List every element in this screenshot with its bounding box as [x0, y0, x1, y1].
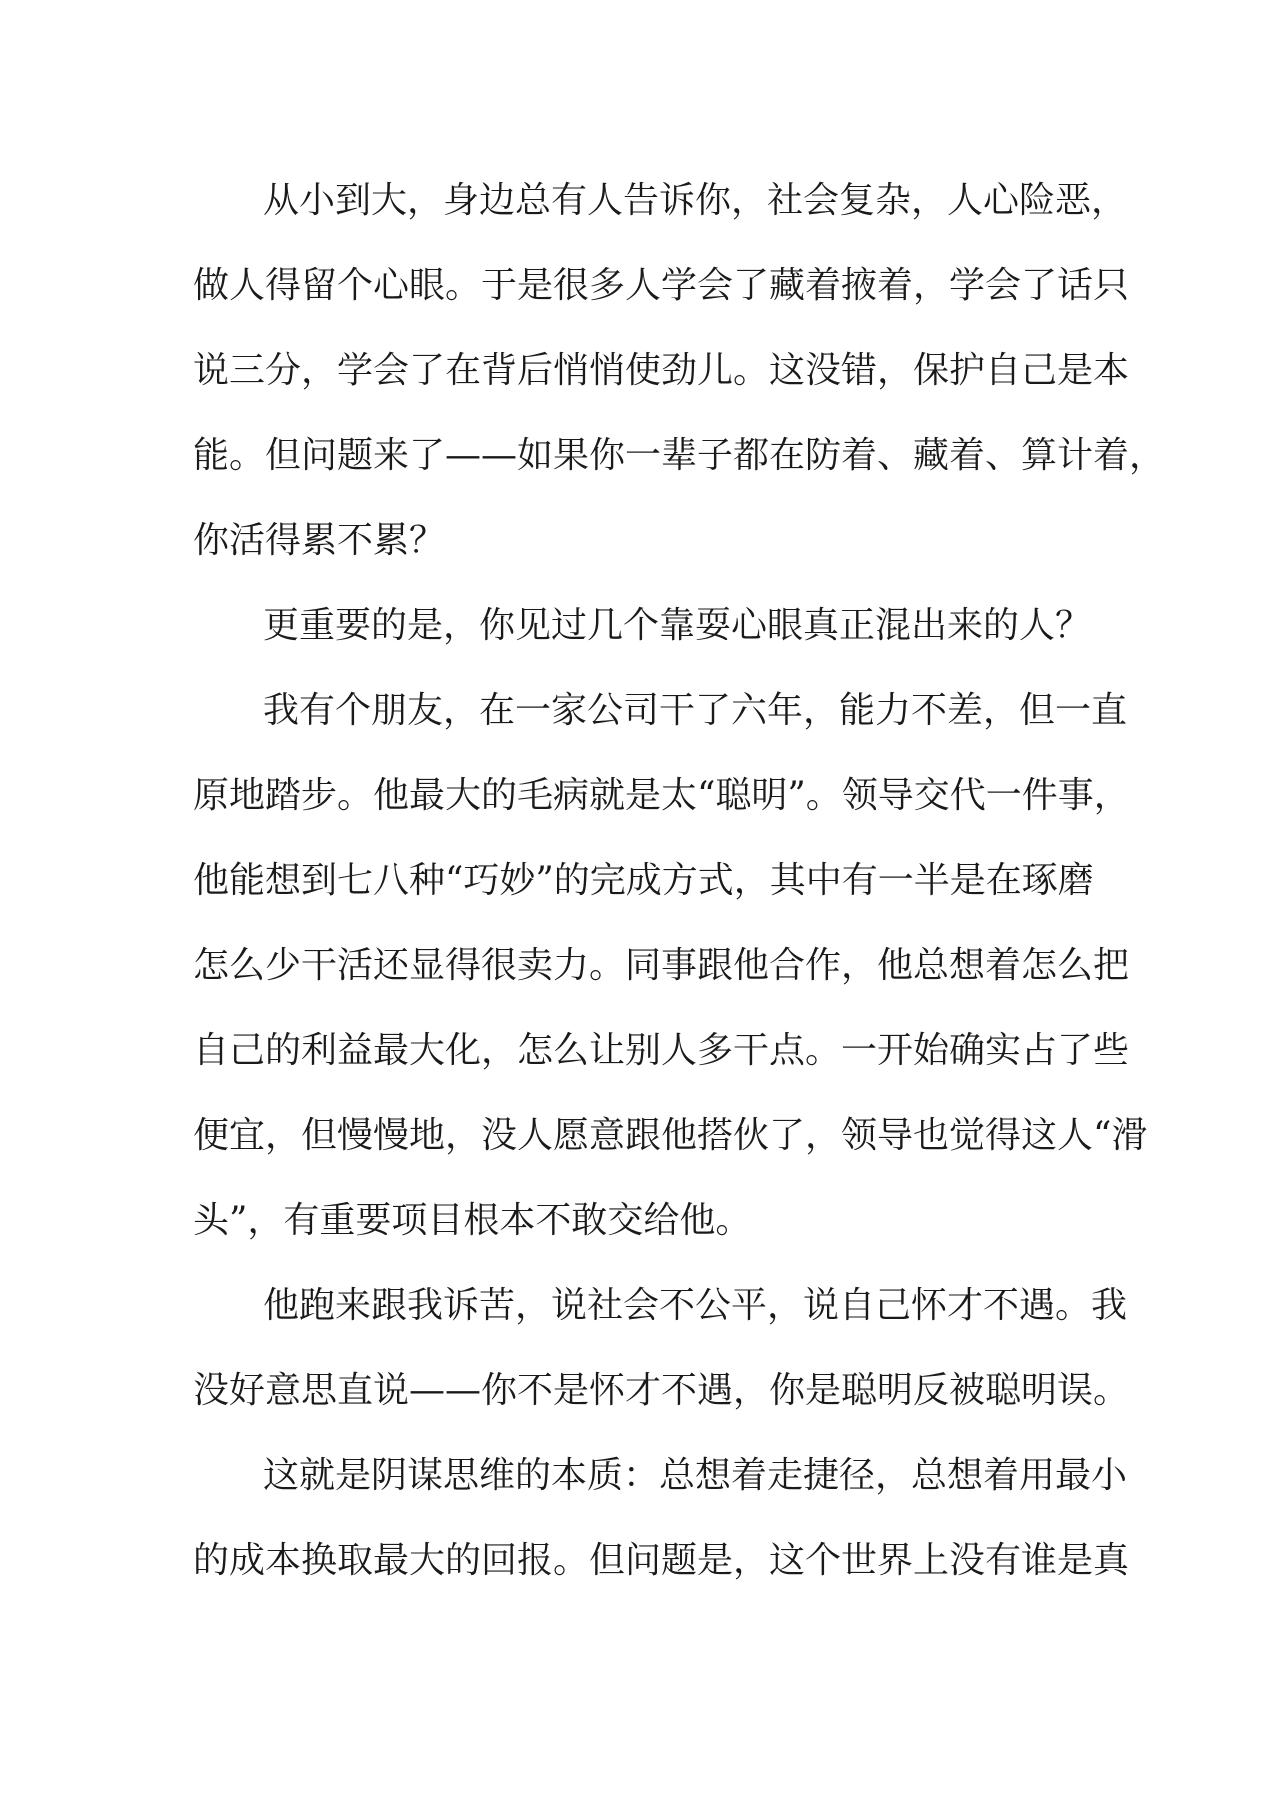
text-line: 的成本换取最大的回报。但问题是，这个世界上没有谁是真 [193, 1540, 1130, 1581]
text-line: 头”，有重要项目根本不敢交给他。 [193, 1200, 752, 1241]
text-line: 我有个朋友，在一家公司干了六年，能力不差，但一直 [263, 690, 1128, 731]
text-line: 原地踏步。他最大的毛病就是太“聪明”。领导交代一件事， [193, 775, 1130, 816]
text-line: 便宜，但慢慢地，没人愿意跟他搭伙了，领导也觉得这人“滑 [193, 1115, 1148, 1156]
paragraph-1 [193, 165, 1166, 590]
text-line: 从小到大，身边总有人告诉你，社会复杂，人心险恶， [263, 180, 1128, 221]
paragraph-3 [193, 675, 1148, 1270]
document-body [193, 165, 1166, 1610]
text-line: 没好意思直说——你不是怀才不遇，你是聪明反被聪明误。 [193, 1370, 1130, 1411]
text-line: 他跑来跟我诉苦，说社会不公平，说自己怀才不遇。我 [263, 1285, 1128, 1326]
text-line: 自己的利益最大化，怎么让别人多干点。一开始确实占了些 [193, 1030, 1130, 1071]
paragraph-5 [193, 1440, 1130, 1610]
text-line: 怎么少干活还显得很卖力。同事跟他合作，他总想着怎么把 [193, 945, 1130, 986]
text-line: 你活得累不累？ [193, 520, 446, 561]
text-line: 说三分，学会了在背后悄悄使劲儿。这没错，保护自己是本 [193, 350, 1130, 391]
paragraph-4 [193, 1270, 1130, 1440]
text-line: 他能想到七八种“巧妙”的完成方式，其中有一半是在琢磨 [193, 860, 1094, 901]
text-line: 更重要的是，你见过几个靠耍心眼真正混出来的人？ [263, 605, 1092, 646]
text-line: 做人得留个心眼。于是很多人学会了藏着掖着，学会了话只 [193, 265, 1130, 306]
text-line: 这就是阴谋思维的本质：总想着走捷径，总想着用最小 [263, 1455, 1128, 1496]
paragraph-2 [193, 590, 1092, 675]
text-line: 能。但问题来了——如果你一辈子都在防着、藏着、算计着， [193, 435, 1166, 476]
